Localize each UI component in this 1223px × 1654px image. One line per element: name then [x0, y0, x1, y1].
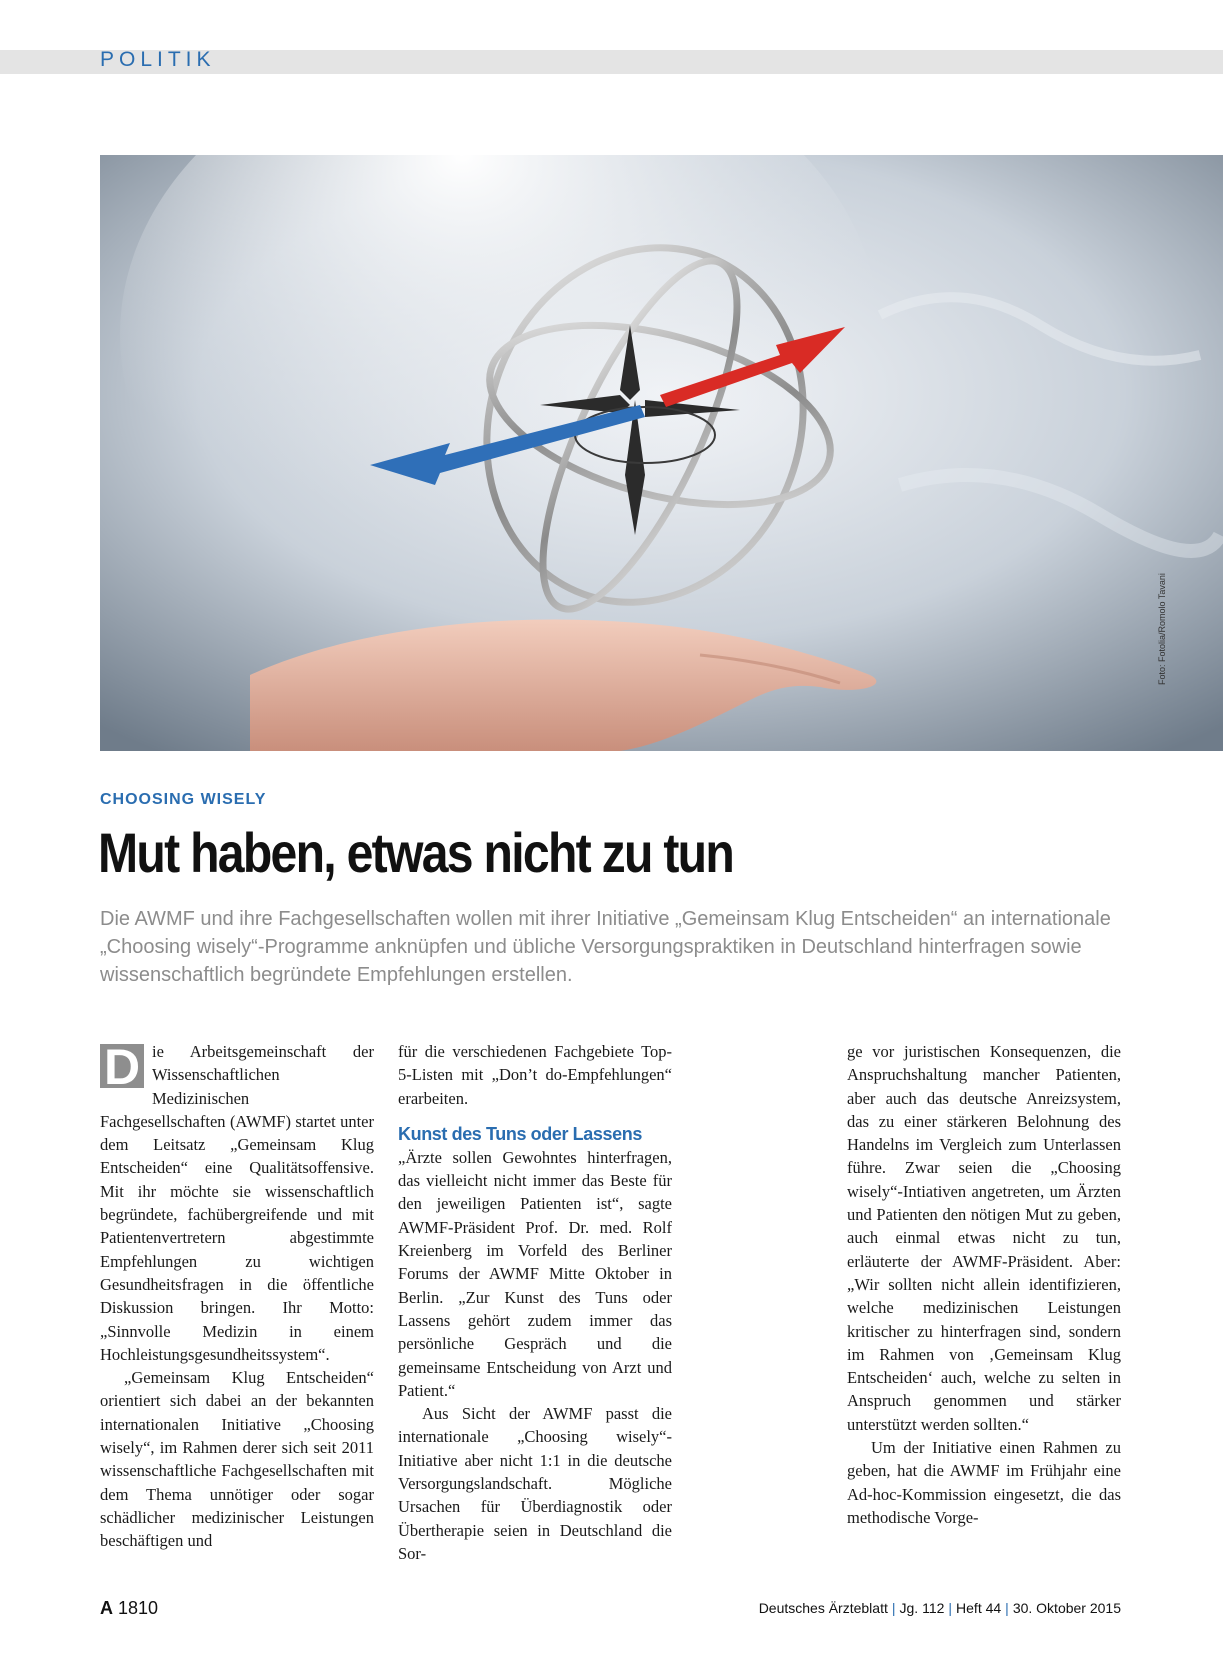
text-column-2: [398, 1040, 672, 1565]
page-prefix: A: [100, 1598, 113, 1618]
photo-credit: Foto: Fotolia/Romolo Tavani: [1157, 573, 1167, 685]
journal-date: 30. Oktober 2015: [1012, 1600, 1121, 1616]
journal-volume: Jg. 112: [899, 1600, 945, 1616]
text-column-1: [100, 1040, 374, 1553]
col3-paragraph-1: ge vor juristischen Konsequenzen, die Anspruchshaltung mancher Patienten, aber auch das deutsche Anreizsystem, das zu einer stärkeren Belohnung des Handelns im Vergleich zum Unterlassen führe. Zwar seien die „Choosing wisely“-Intiativen angetreten, um Ärzten und Patienten den nötigen Mut zu geben, auch einmal etwas nicht zu tun, erläuterte der AWMF-Präsident. Aber: „Wir sollten nicht allein identifizieren, welche medizinischen Leistungen kritischer zu hinterfragen sind, sondern im Rahmen von ‚Gemeinsam Klug Entscheiden‘ auch, welche zu selten in Anspruch genommen und stärker unterstützt werden sollten.“: [847, 1042, 1121, 1434]
journal-footer: Deutsches Ärzteblatt | Jg. 112 | Heft 44 | 30. Oktober 2015: [758, 1600, 1121, 1616]
dropcap: D: [100, 1044, 144, 1088]
page-number: [100, 1598, 158, 1619]
section-label: POLITIK: [100, 48, 216, 71]
article-headline: Mut haben, etwas nicht zu tun: [98, 821, 734, 884]
subheading: Kunst des Tuns oder Lassens: [398, 1123, 642, 1144]
article-kicker: CHOOSING WISELY: [100, 791, 267, 808]
col3-paragraph-2: Um der Initiative einen Rahmen zu geben, hat die AWMF im Frühjahr eine Ad-hoc-Kommission eingesetzt, die das methodische Vorge-: [847, 1438, 1121, 1527]
article-lead: Die AWMF und ihre Fachgesellschaften wollen mit ihrer Initiative „Gemeinsam Klug Entscheiden“ an internationale „Choosing wisely“-Programme anknüpfen und übliche Versorgungspraktiken in Deutschland hinterfragen sowie wissenschaftlich begründete Empfehlungen erstellen.: [100, 908, 1111, 986]
compass-hand-illustration: [100, 155, 1223, 751]
hero-image: [100, 155, 1223, 751]
page-number-value: 1810: [118, 1598, 159, 1618]
col2-paragraph-2: „Ärzte sollen Gewohntes hinterfragen, das vielleicht nicht immer das Beste für den jeweiligen Patienten ist“, sagte AWMF-Präsident Prof. Dr. med. Rolf Kreienberg im Vorfeld des Berliner Forums der AWMF Mitte Oktober in Berlin. „Zur Kunst des Tuns oder Lassens gehört zudem immer das persönliche Gespräch und die gemeinsame Entscheidung von Arzt und Patient.“: [398, 1147, 672, 1400]
journal-issue: Heft 44: [956, 1600, 1002, 1616]
col1-paragraph-2: „Gemeinsam Klug Entscheiden“ orientiert sich dabei an der bekannten internationalen Initiative „Choosing wisely“, im Rahmen derer sich seit 2011 wissenschaftliche Fachgesellschaften mit dem Thema unnötiger oder sogar schädlicher medizinischer Leistungen beschäftigen und: [100, 1368, 374, 1551]
text-column-3: [847, 1040, 1121, 1529]
col2-paragraph-3: Aus Sicht der AWMF passt die internationale „Choosing wisely“-Initiative aber nicht 1:1 in die deutsche Versorgungslandschaft. Mögliche Ursachen für Überdiagnostik oder Übertherapie seien in Deutschland die Sor-: [398, 1404, 672, 1563]
journal-name: Deutsches Ärzteblatt: [758, 1600, 888, 1616]
col1-paragraph-1: ie Arbeitsgemeinschaft der Wissenschaftlichen Medizinischen Fachgesellschaften (AWMF) startet unter dem Leitsatz „Gemeinsam Klug Entscheiden“ eine Qualitätsoffensive. Mit ihr möchte sie wissenschaftlich begründete, fachübergreifende und mit Patientenvertretern abgestimmte Empfehlungen zu wichtigen Gesundheitsfragen in die öffentliche Diskussion bringen. Ihr Motto: „Sinnvolle Medizin in einem Hochleistungsgesundheitssystem“.: [100, 1042, 374, 1364]
col2-paragraph-1: für die verschiedenen Fachgebiete Top-5-Listen mit „Don’t do-Empfehlungen“ erarbeiten.: [398, 1042, 672, 1108]
